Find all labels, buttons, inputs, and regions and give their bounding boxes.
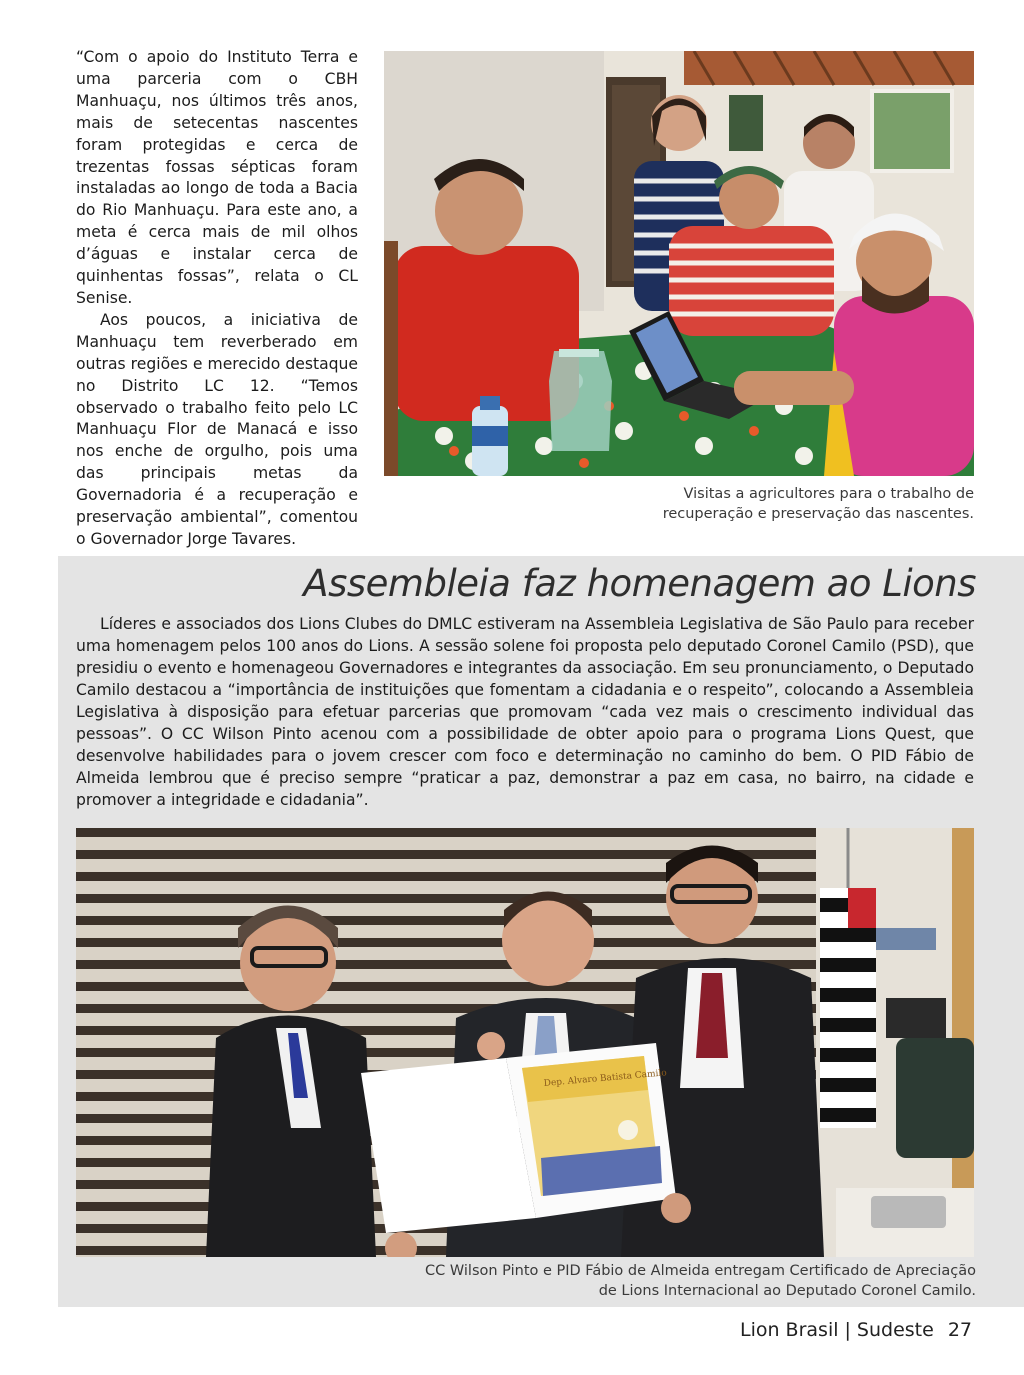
ceremony-photo-caption: CC Wilson Pinto e PID Fábio de Almeida entregam Certificado de Apreciação de Lions Internacional ao Deputado Coronel Camilo. <box>425 1263 976 1299</box>
paragraph-1: “Com o apoio do Instituto Terra e uma parceria com o CBH Manhuaçu, nos últimos três anos, mais de setecentas nascentes foram protegidas e cerca de trezentas fossas sépticas foram instaladas ao longo de toda a Bacia do Rio Manhuaçu. Para este ano, a meta é cerca mais de mil olhos d’águas e instalar cerca de quinhentas fossas”, relata o CL Senise. <box>76 48 358 307</box>
page-footer <box>740 1317 972 1343</box>
certificate-text: Dep. Alvaro Batista Camilo <box>543 1068 668 1089</box>
assembly-article-body: Líderes e associados dos Lions Clubes do DMLC estiveram na Assembleia Legislativa de São Paulo para receber uma homenagem pelos 100 anos do Lions. A sessão solene foi proposta pelo deputado Coronel Camilo (PSD), que presidiu o evento e homenageou Governadores e integrantes da associação. Em seu pronunciamento, o Deputado Camilo destacou a “importância de instituições que fomentam a cidadania e o respeito”, colocando a Assembleia Legislativa à disposição para efetuar parcerias que promovam “cada vez mais o crescimento individual das pessoas”. O CC Wilson Pinto acenou com a possibilidade de obter apoio para o programa Lions Quest, que desenvolve habilidades para o jovem crescer com foco e determinação no caminho do bem. O PID Fábio de Almeida lembrou que é preciso sempre “praticar a paz, demonstrar a paz em casa, no bairro, na cidade e promover a integridade e cidadania”. <box>76 615 974 809</box>
assembly-article-section <box>58 556 1024 1307</box>
certificate-ceremony-photo <box>76 828 974 1257</box>
section-name: Sudeste <box>856 1319 934 1341</box>
farmers-photo-caption: Visitas a agricultores para o trabalho de recuperação e preservação das nascentes. <box>662 486 974 522</box>
publication-name: Lion Brasil <box>739 1319 839 1341</box>
assembly-article-title: Assembleia faz homenagem ao Lions <box>303 562 976 605</box>
farmers-visit-photo <box>384 51 974 476</box>
footer-separator: | <box>844 1319 851 1341</box>
page-number: 27 <box>947 1319 972 1341</box>
paragraph-2: Aos poucos, a iniciativa de Manhuaçu tem reverberado em outras regiões e merecido destaque no Distrito LC 12. “Temos observado o trabalho feito pelo LC Manhuaçu Flor de Manacá e isso nos enche de orgulho, pois uma das principais metas da Governadoria é a recuperação e preservação ambiental”, comentou o Governador Jorge Tavares. <box>76 310 358 548</box>
article-continuation-text <box>76 47 358 551</box>
